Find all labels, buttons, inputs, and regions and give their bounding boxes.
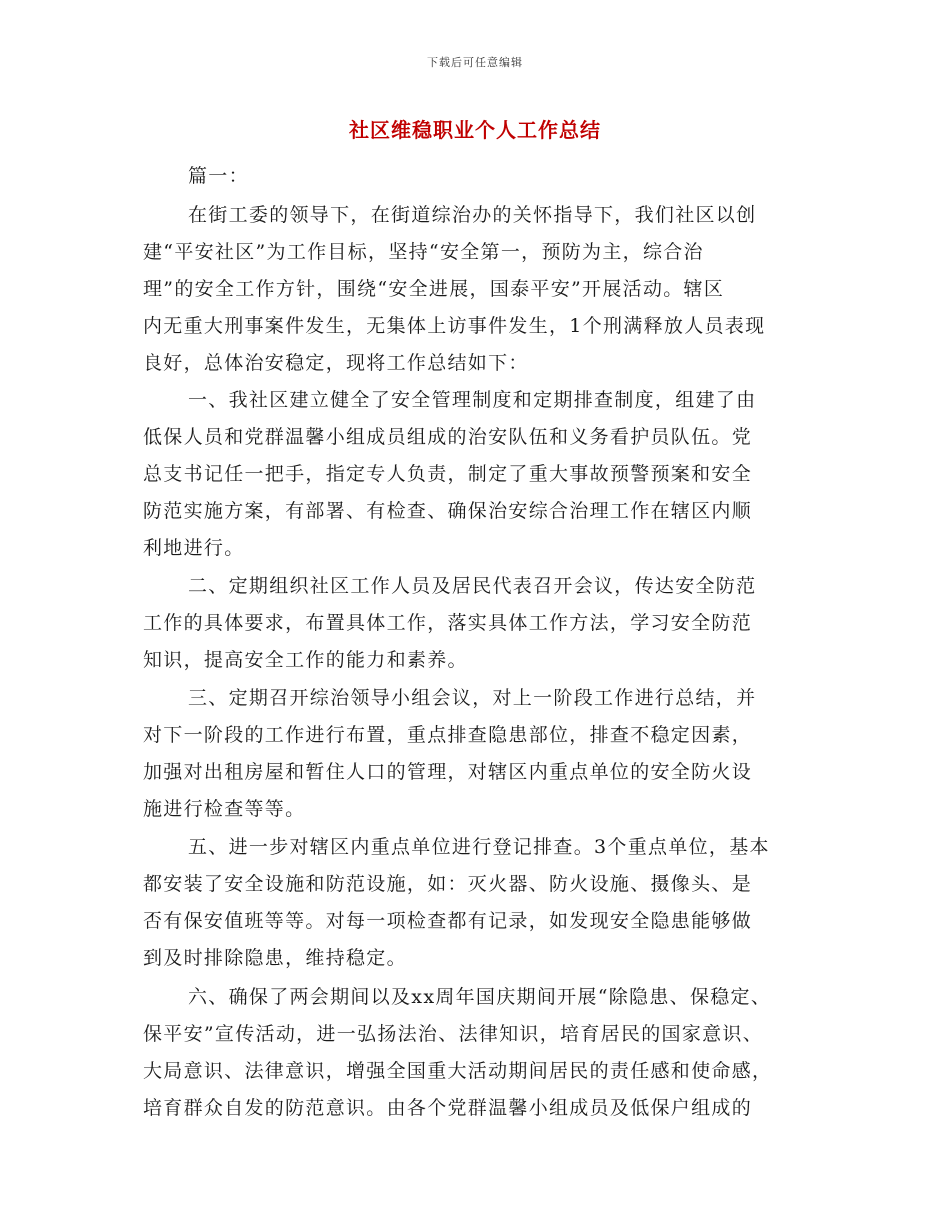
paragraph-line: 都安装了安全设施和防范设施，如：灭火器、防火设施、摄像头、是 <box>143 873 753 895</box>
paragraph-line: 建“平安社区”为工作目标，坚持“安全第一，预防为主，综合治 <box>143 241 704 263</box>
paragraph-line: 一、我社区建立健全了安全管理制度和定期排查制度，组建了由 <box>188 389 757 411</box>
paragraph-line: 二、定期组织社区工作人员及居民代表召开会议，传达安全防范 <box>188 575 757 597</box>
paragraph-line: 总支书记任一把手，指定专人负责，制定了重大事故预警预案和安全 <box>143 463 753 485</box>
paragraph-line: 利地进行。 <box>143 537 245 559</box>
document-title: 社区维稳职业个人工作总结 <box>349 118 601 142</box>
paragraph-line: 在街工委的领导下，在街道综治办的关怀指导下，我们社区以创 <box>188 204 757 226</box>
paragraph-line: 培育群众自发的防范意识。由各个党群温馨小组成员及低保户组成的 <box>143 1097 753 1119</box>
paragraph-line: 加强对出租房屋和暂住人口的管理，对辖区内重点单位的安全防火设 <box>143 761 753 783</box>
paragraph-line: 防范实施方案，有部署、有检查、确保治安综合治理工作在辖区内顺 <box>143 500 753 522</box>
paragraph-line: 三、定期召开综治领导小组会议，对上一阶段工作进行总结，并 <box>188 687 757 709</box>
paragraph-line: 良好，总体治安稳定，现将工作总结如下： <box>143 352 529 374</box>
paragraph-line: 施进行检查等等。 <box>143 798 306 820</box>
paragraph-line: 理”的安全工作方针，围绕“安全进展，国泰平安”开展活动。辖区 <box>143 278 725 300</box>
paragraph-line: 六、确保了两会期间以及xx周年国庆期间开展“除隐患、保稳定、 <box>188 986 772 1008</box>
paragraph-line: 五、进一步对辖区内重点单位进行登记排查。3个重点单位，基本 <box>188 836 770 858</box>
paragraph-line: 大局意识、法律意识，增强全国重大活动期间居民的责任感和使命感， <box>143 1060 773 1082</box>
paragraph-line: 否有保安值班等等。对每一项检查都有记录，如发现安全隐患能够做 <box>143 910 753 932</box>
paragraph-line: 内无重大刑事案件发生，无集体上访事件发生，1个刑满释放人员表现 <box>143 315 766 337</box>
paragraph-line: 知识，提高安全工作的能力和素养。 <box>143 649 468 671</box>
header-note: 下载后可任意编辑 <box>427 56 523 69</box>
paragraph-line: 到及时排除隐患，维持稳定。 <box>143 947 407 969</box>
paragraph-line: 低保人员和党群温馨小组成员组成的治安队伍和义务看护员队伍。党 <box>143 426 753 448</box>
paragraph-line: 工作的具体要求，布置具体工作，落实具体工作方法，学习安全防范 <box>143 612 753 634</box>
paragraph-line: 对下一阶段的工作进行布置，重点排查隐患部位，排查不稳定因素， <box>143 724 753 746</box>
paragraph-line: 保平安”宣传活动，进一弘扬法治、法律知识，培育居民的国家意识、 <box>143 1023 764 1045</box>
section-label: 篇一： <box>188 165 249 187</box>
